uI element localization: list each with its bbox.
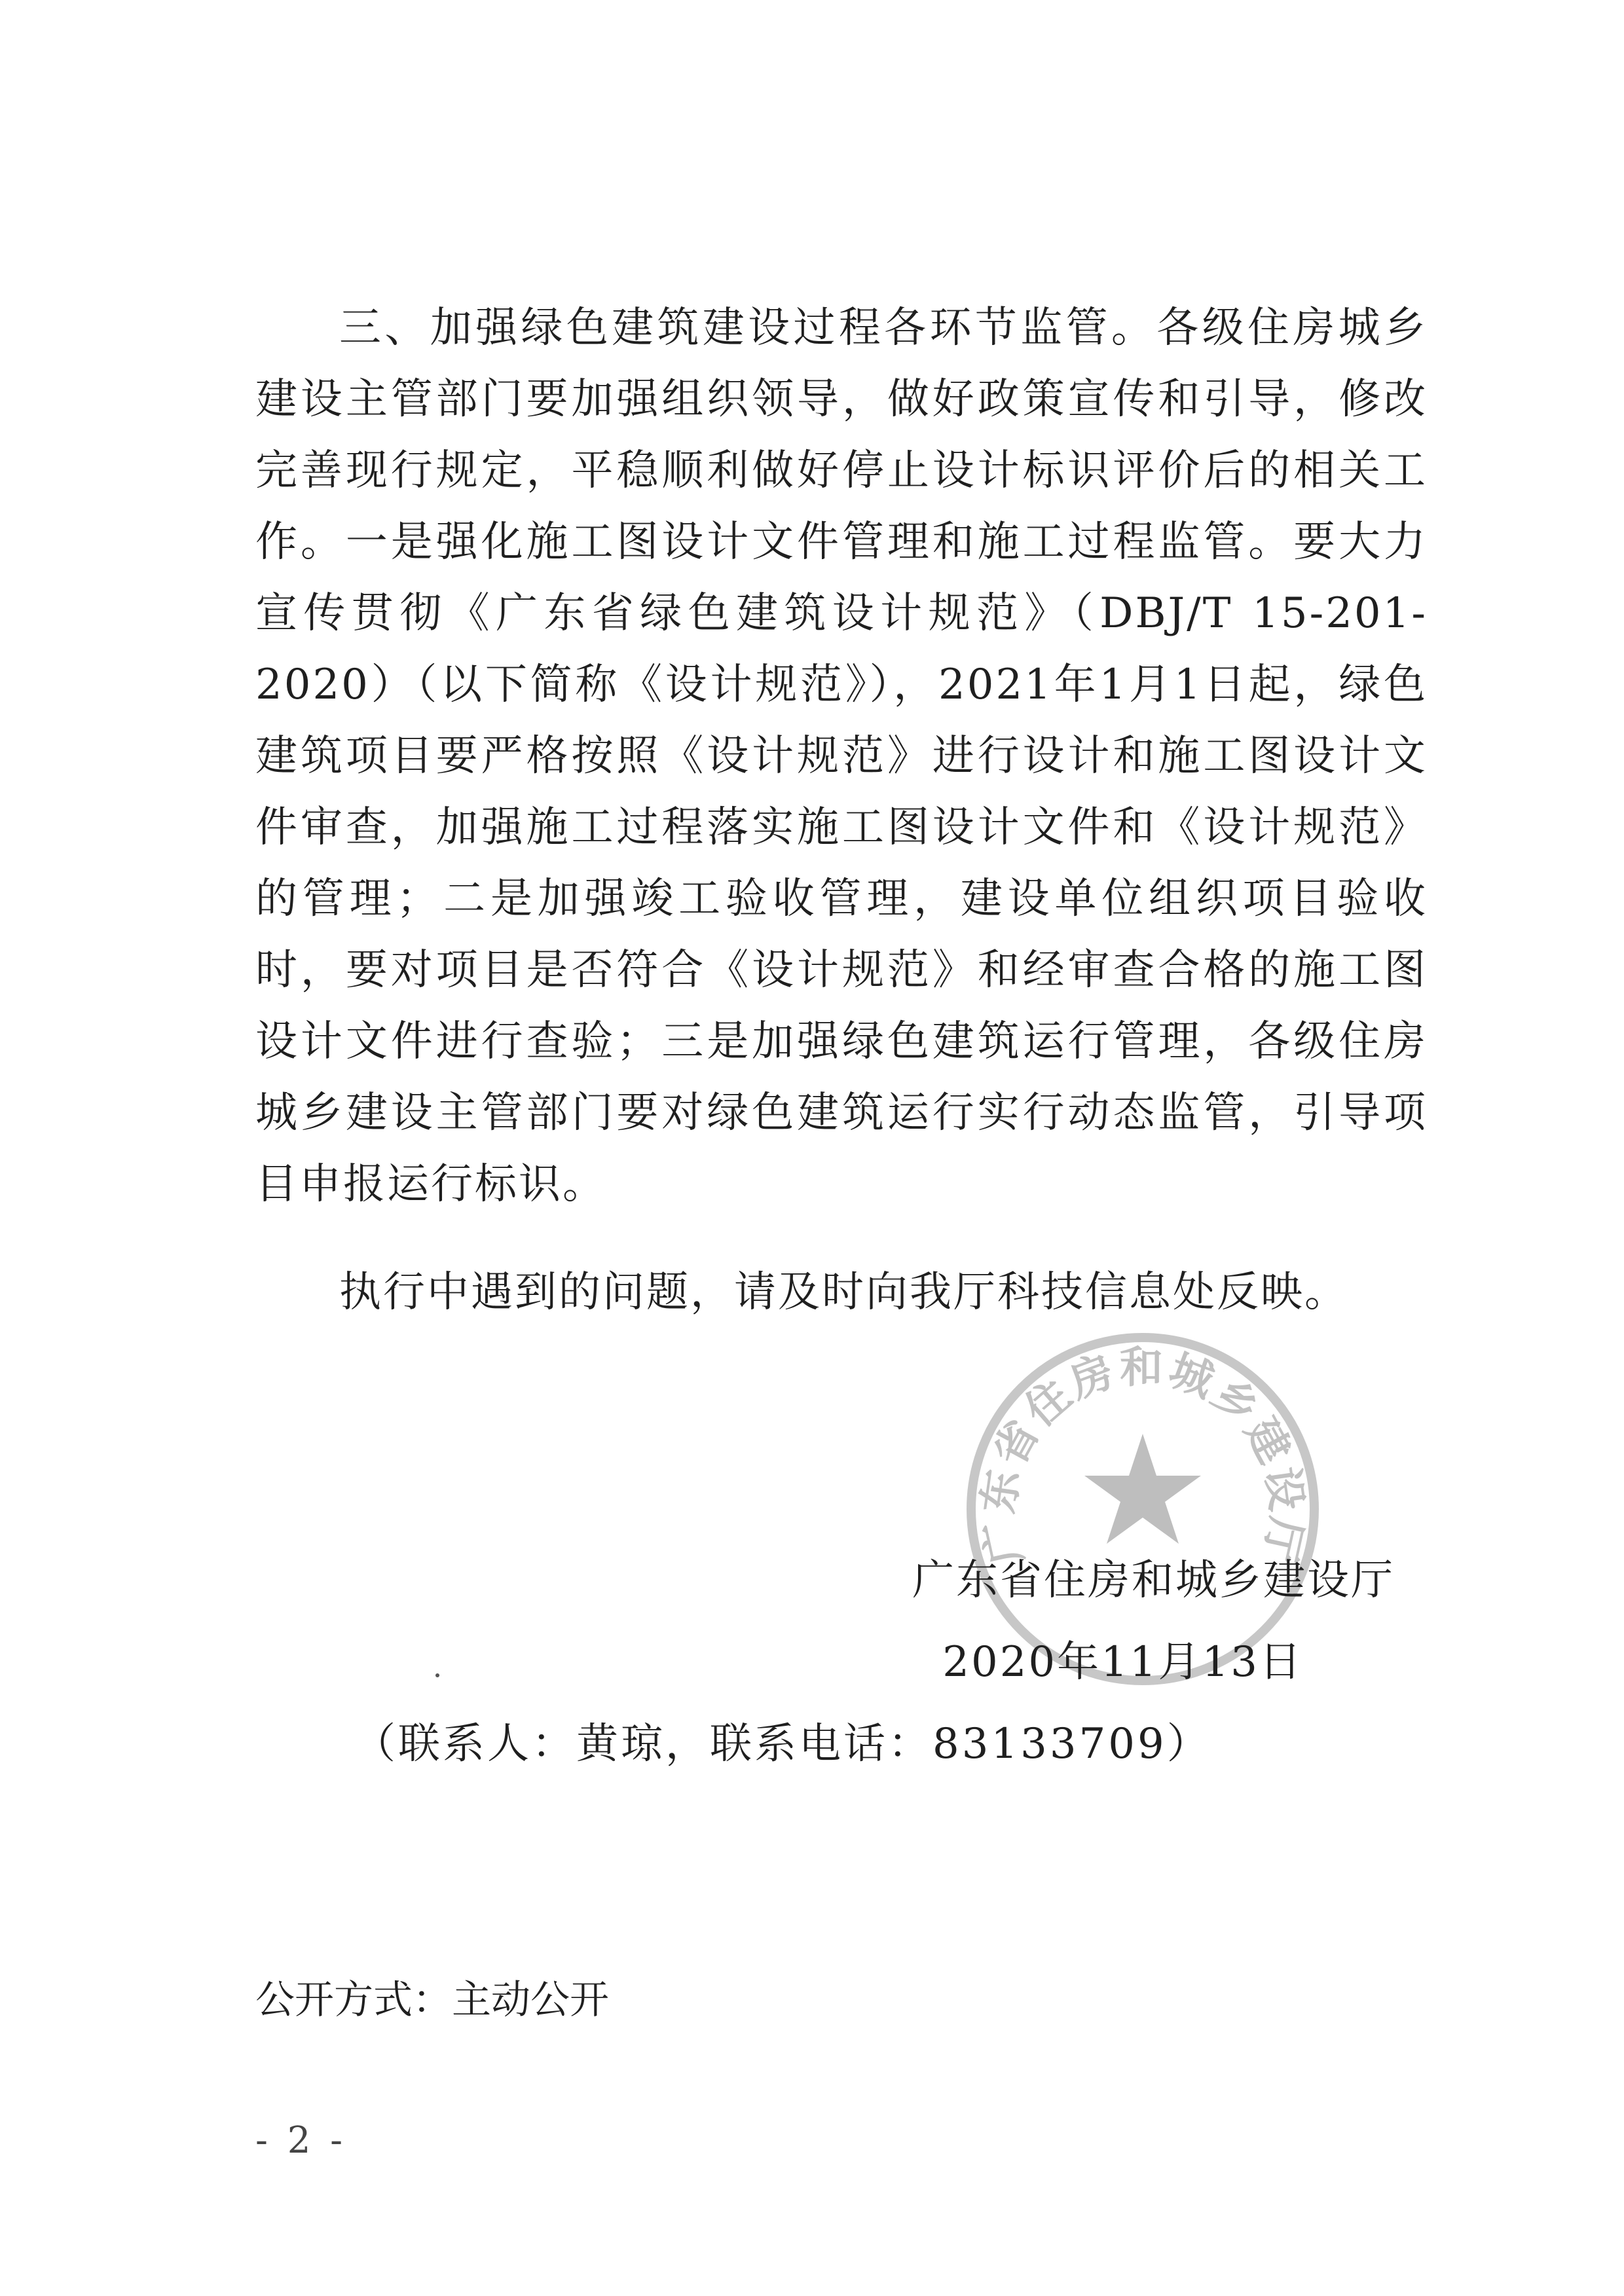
scan-speck: [435, 1673, 439, 1677]
disclosure-method: 公开方式：主动公开: [255, 1977, 609, 2023]
page-number: - 2 -: [255, 2119, 347, 2162]
seal-text: 广东省住房和城乡建设厅: [972, 1341, 1313, 1569]
body-paragraph-1: 三、加强绿色建筑建设过程各环节监管。各级住房城乡建设主管部门要加强组织领导，做好政策宣传和引导，修改完善现行规定，平稳顺利做好停止设计标识评价后的相关工作。一是强化施工图设计文件管理和施工过程监管。要大力宣传贯彻《广东省绿色建筑设计规范》（DBJ/T 15-201-2020）（以下简称《设计规范》），2021年1月1日起，绿色建筑项目要严格按照《设计规范》进行设计和施工图设计文件审查，加强施工过程落实施工图设计文件和《设计规范》的管理；二是加强竣工验收管理，建设单位组织项目验收时，要对项目是否符合《设计规范》和经审查合格的施工图设计文件进行查验；三是加强绿色建筑运行管理，各级住房城乡建设主管部门要对绿色建筑运行实行动态监管，引导项目申报运行标识。: [255, 304, 1428, 1209]
signing-organization: 广东省住房和城乡建设厅: [912, 1556, 1395, 1605]
contact-info: （联系人：黄琼，联系电话：83133709）: [354, 1720, 1211, 1768]
body-paragraph-2: 执行中遇到的问题，请及时向我厅科技信息处反映。: [339, 1268, 1348, 1317]
signing-date: 2020年11月13日: [942, 1638, 1303, 1686]
star-icon: [1084, 1434, 1201, 1544]
